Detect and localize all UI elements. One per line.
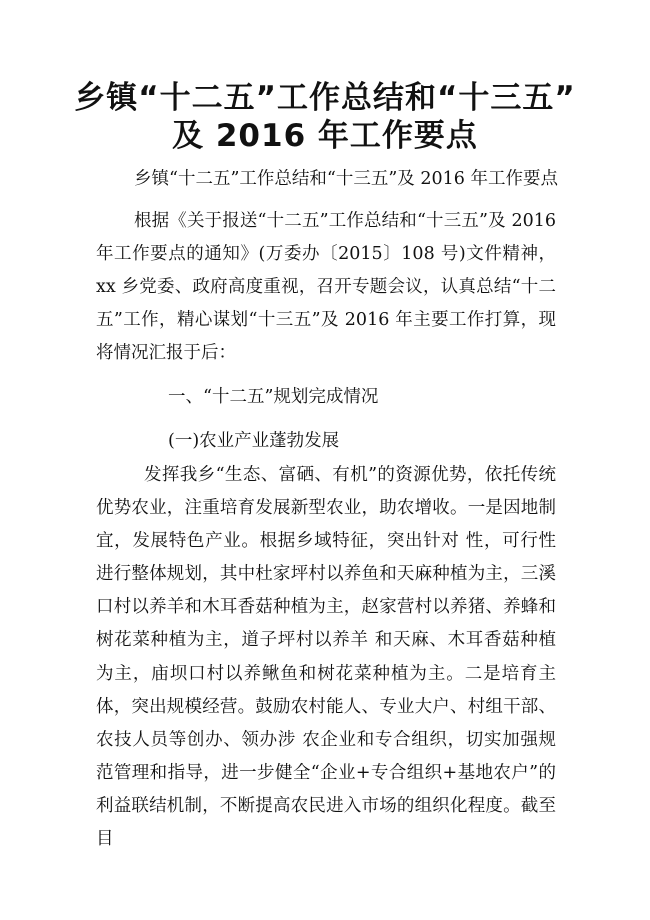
paragraph-agriculture: 发挥我乡“生态、富硒、有机”的资源优势，依托传统优势农业，注重培育发展新型农业，助农增收。一是因地制宜，发展特色产业。根据乡域特征，突出针对 性，可行性进行整体规划，其中杜家坪村以养鱼和天麻种植为主，三溪口村以养羊和木耳香菇种植为主，赵家营村以养猪、养蜂和树花菜种植为主，道子坪村以养羊 和天麻、木耳香菇种植为主，庙坝口村以养鳅鱼和树花菜种植为主。二是培育主体，突出规模经营。鼓励农村能人、专业大户、村组干部、农技人员等创办、领办涉 农企业和专合组织，切实加强规范管理和指导，进一步健全“企业+专合组织+基地农户”的利益联结机制，不断提高农民进入市场的组织化程度。截至目 bbox=[96, 465, 556, 850]
paragraph-intro: 根据《关于报送“十二五”工作总结和“十三五”及 2016 年工作要点的通知》(万委办〔2015〕108 号)文件精神，xx 乡党委、政府高度重视，召开专题会议，认真总结“十二五”工作，精心谋划“十三五”及 2016 年主要工作打算，现将情况汇报于后： bbox=[96, 211, 556, 363]
document-title-line1: 乡镇“十二五”工作总结和“十三五” bbox=[74, 80, 576, 116]
section-heading: 一、“十二五”规划完成情况 bbox=[168, 387, 379, 407]
document-title-line2: 及 2016 年工作要点 bbox=[172, 118, 478, 154]
subsection-heading: (一)农业产业蓬勃发展 bbox=[168, 431, 340, 451]
document-subtitle: 乡镇“十二五”工作总结和“十三五”及 2016 年工作要点 bbox=[134, 169, 558, 189]
